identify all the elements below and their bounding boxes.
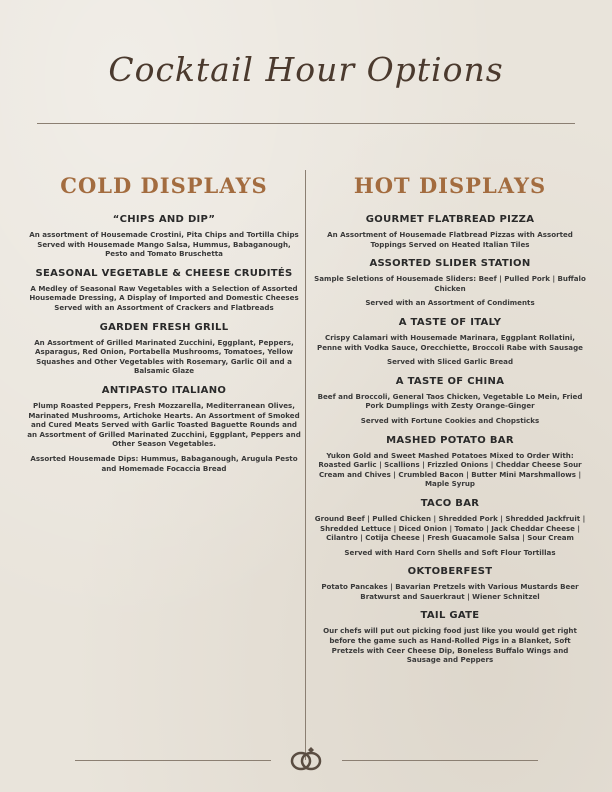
section-description: An Assortment of Housemade Flatbread Pizzas with Assorted Toppings Served on Heated Italian Tiles — [327, 230, 573, 249]
menu-section — [314, 258, 586, 308]
wedding-rings-icon — [288, 744, 324, 774]
section-title: ASSORTED SLIDER STATION — [369, 258, 531, 270]
section-description: Ground Beef | Pulled Chicken | Shredded Pork | Shredded Jackfruit | Shredded Lettuce | Diced Onion | Tomato | Jack Cheddar Cheese | Cilantro | Cotija Cheese | Fresh Guacamole Salsa | Sour Cream — [314, 513, 586, 543]
section-description: Served with Fortune Cookies and Chopsticks — [360, 415, 540, 425]
section-title: TAIL GATE — [420, 610, 480, 622]
section-description: Served with Hard Corn Shells and Soft Flour Tortillas — [344, 547, 556, 557]
section-description: An assortment of Housemade Crostini, Pita Chips and Tortilla Chips Served with Housemade Mango Salsa, Hummus, Babaganough, Pesto and Tomato Bruschetta — [29, 230, 299, 259]
section-description: Crispy Calamari with Housemade Marinara, Eggplant Rollatini, Penne with Vodka Sauce, Orecchiette, Broccoli Rabe with Sausage — [317, 332, 583, 352]
page-title: Cocktail Hour Options — [108, 50, 504, 89]
menu-section — [314, 566, 586, 601]
menu-section — [314, 498, 586, 557]
section-description: Beef and Broccoli, General Taos Chicken, Vegetable Lo Mein, Fried Pork Dumplings with Zesty Orange-Ginger — [317, 391, 583, 411]
menu-section — [26, 385, 302, 473]
section-description: Potato Pancakes | Bavarian Pretzels with Various Mustards Beer Bratwurst and Sauerkraut | Wiener Schnitzel — [321, 582, 579, 601]
bottom-divider-right — [342, 760, 538, 761]
section-title: ANTIPASTO ITALIANO — [101, 384, 227, 396]
column-divider — [305, 170, 306, 760]
section-description: Served with Sliced Garlic Bread — [386, 357, 514, 367]
section-title: OKTOBERFEST — [407, 566, 493, 578]
menu-section — [314, 610, 586, 664]
hot-displays-column — [314, 172, 586, 674]
menu-section — [314, 435, 586, 489]
menu-section — [26, 322, 302, 376]
cold-displays-heading: COLD DISPLAYS — [60, 173, 268, 198]
menu-section — [314, 317, 586, 367]
top-divider — [37, 123, 575, 124]
section-title: A TASTE OF ITALY — [398, 316, 502, 328]
section-description: Yukon Gold and Sweet Mashed Potatoes Mixed to Order With: Roasted Garlic | Scallions | Frizzled Onions | Cheddar Cheese Sour Cream and Chives | Crumbled Bacon | Butter Mini Marshmallows | Maple Syrup — [318, 450, 582, 489]
section-title: “CHIPS AND DIP” — [112, 214, 216, 225]
menu-section — [314, 376, 586, 426]
section-description: Our chefs will put out picking food just like you would get right before the game such as Hand-Rolled Pigs in a Blanket, Soft Pretzels with Ceer Cheese Dip, Boneless Buffalo Wings and Sausage and Peppers — [323, 626, 577, 665]
section-description: An Assortment of Grilled Marinated Zucchini, Eggplant, Peppers, Asparagus, Red Onion, Portabella Mushrooms, Tomatoes, Yellow Squashes and Other Vegetables with Rosemary, Garlic Oil and a Balsamic Glaze — [34, 337, 294, 376]
menu-section — [26, 268, 302, 313]
section-title: MASHED POTATO BAR — [386, 434, 514, 446]
section-title: TACO BAR — [420, 497, 480, 509]
section-title: SEASONAL VEGETABLE & CHEESE CRUDITÉS — [35, 267, 293, 279]
menu-section — [314, 214, 586, 249]
section-description: Served with an Assortment of Condiments — [365, 298, 535, 308]
cold-displays-column — [26, 172, 302, 482]
hot-sections-list — [314, 214, 586, 665]
section-description: Plump Roasted Peppers, Fresh Mozzarella, Mediterranean Olives, Marinated Mushrooms, Artichoke Hearts. An Assortment of Smoked and Cured Meats Served with Garlic Toasted Baguette Rounds and an Assortment of Grilled Marinated Zucchini, Eggplant, Peppers and Other Season Vegetables. — [27, 400, 301, 449]
section-description: A Medley of Seasonal Raw Vegetables with a Selection of Assorted Housemade Dressing, A Display of Imported and Domestic Cheeses Served with an Assortment of Crackers and Flatbreads — [29, 283, 299, 312]
section-description: Sample Seletions of Housemade Sliders: Beef | Pulled Pork | Buffalo Chicken — [314, 274, 586, 293]
menu-section — [26, 214, 302, 259]
hot-displays-heading: HOT DISPLAYS — [353, 173, 547, 198]
bottom-divider-left — [75, 760, 271, 761]
section-description: Assorted Housemade Dips: Hummus, Babaganough, Arugula Pesto and Homemade Focaccia Bread — [30, 453, 298, 473]
section-title: GARDEN FRESH GRILL — [99, 321, 229, 333]
section-title: GOURMET FLATBREAD PIZZA — [365, 214, 535, 225]
section-title: A TASTE OF CHINA — [395, 375, 505, 387]
cold-sections-list — [26, 214, 302, 473]
